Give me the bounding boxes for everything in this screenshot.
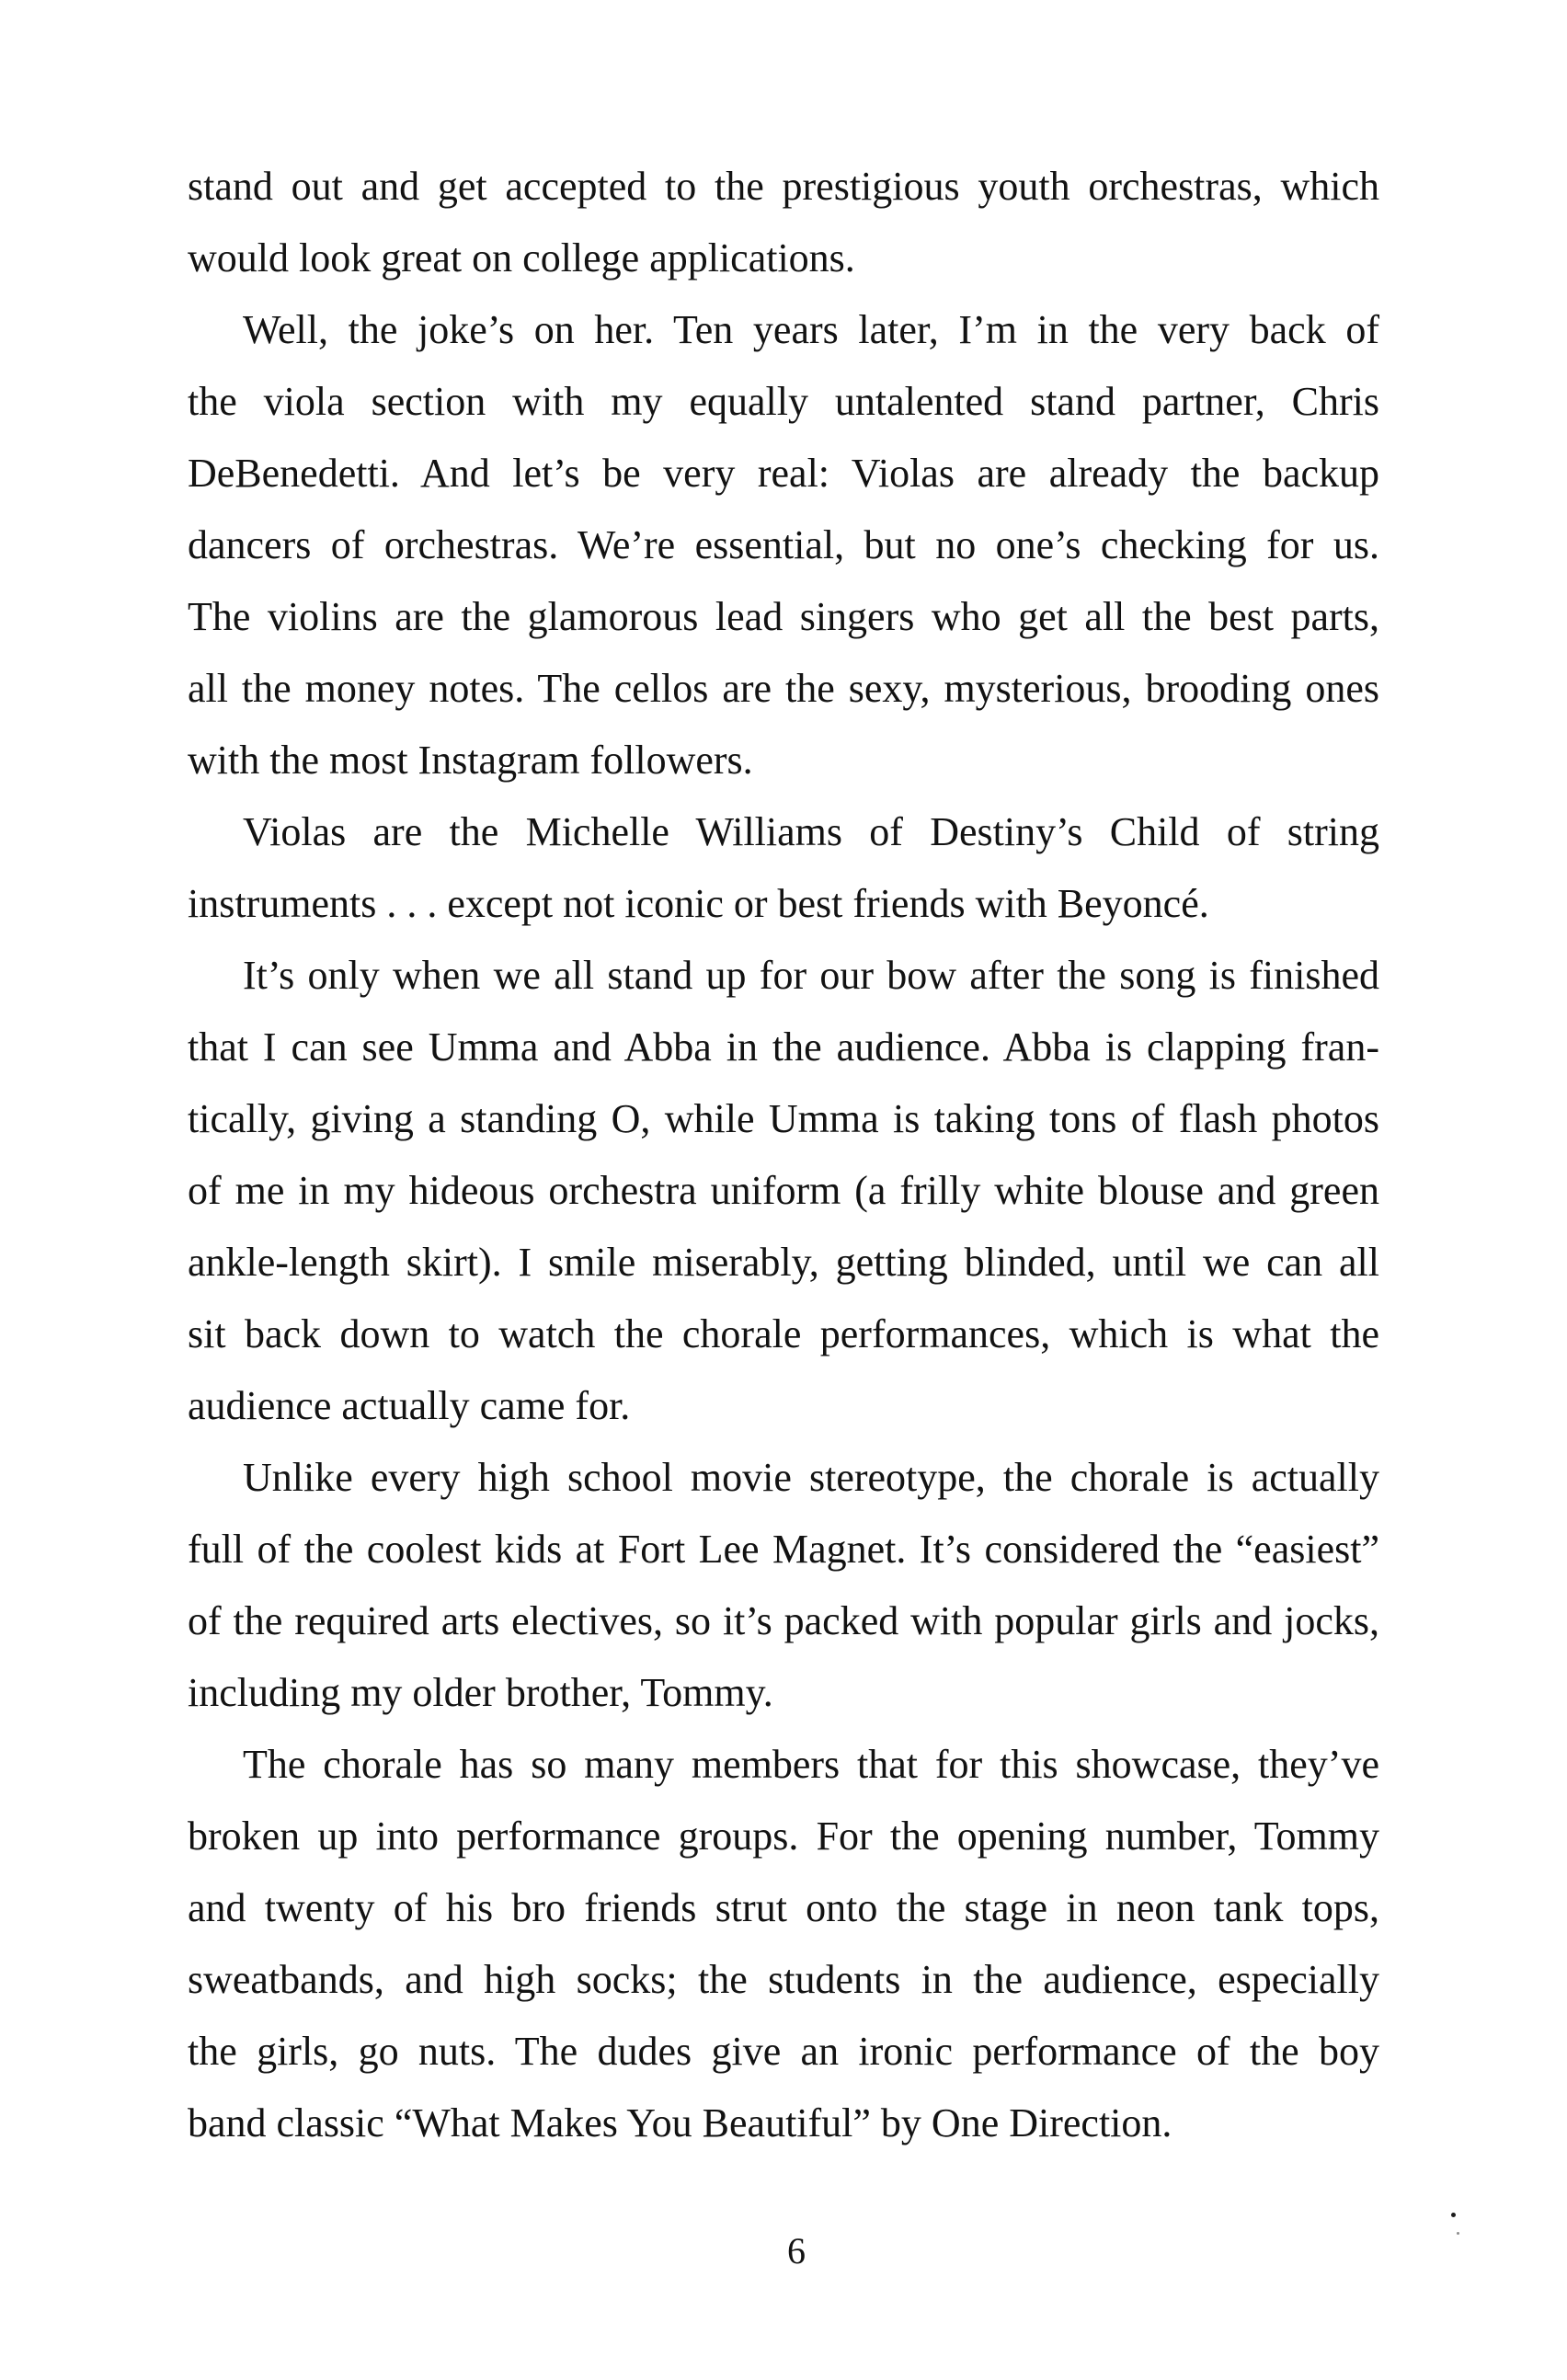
text-line: Well, the joke’s on her. Ten years later, I’m in the very back of (243, 307, 1379, 352)
paragraph (188, 940, 1379, 1442)
text-line: of the required arts electives, so it’s packed with popular girls and jocks, (188, 1598, 1379, 1643)
page-number: 6 (787, 2230, 806, 2271)
text-line: instruments . . . except not iconic or best friends with Beyoncé. (188, 881, 1209, 926)
text-line: It’s only when we all stand up for our bow after the song is finished (243, 953, 1379, 998)
text-line: that I can see Umma and Abba in the audience. Abba is clapping fran- (188, 1024, 1379, 1070)
paragraph (188, 1729, 1379, 2159)
text-line: would look great on college applications. (188, 235, 855, 280)
text-line: ankle-length skirt). I smile miserably, getting blinded, until we can all (188, 1240, 1379, 1285)
text-line: tically, giving a standing O, while Umma is taking tons of flash photos (188, 1096, 1379, 1141)
text-line: The chorale has so many members that for this showcase, they’ve (243, 1742, 1379, 1787)
text-line: Violas are the Michelle Williams of Destiny’s Child of string (243, 809, 1379, 854)
text-line: the girls, go nuts. The dudes give an ironic performance of the boy (188, 2029, 1379, 2074)
scan-speck (1451, 2213, 1456, 2217)
paragraph (188, 151, 1379, 294)
text-line: audience actually came for. (188, 1383, 631, 1428)
text-line: full of the coolest kids at Fort Lee Magnet. It’s considered the “easiest” (188, 1527, 1379, 1572)
text-line: dancers of orchestras. We’re essential, but no one’s checking for us. (188, 522, 1379, 567)
text-line: all the money notes. The cellos are the sexy, mysterious, brooding ones (188, 666, 1379, 711)
text-line: the viola section with my equally untalented stand partner, Chris (188, 379, 1379, 424)
text-line: broken up into performance groups. For the opening number, Tommy (188, 1814, 1379, 1859)
text-line: The violins are the glamorous lead singers who get all the best parts, (188, 594, 1379, 639)
text-line: and twenty of his bro friends strut onto the stage in neon tank tops, (188, 1885, 1379, 1930)
text-line: Unlike every high school movie stereotype, the chorale is actually (243, 1455, 1379, 1500)
paragraph (188, 796, 1379, 940)
text-line: of me in my hideous orchestra uniform (a frilly white blouse and green (188, 1168, 1379, 1213)
scan-speck (1457, 2232, 1459, 2235)
text-line: band classic “What Makes You Beautiful” by One Direction. (188, 2100, 1172, 2145)
text-line: including my older brother, Tommy. (188, 1670, 773, 1715)
paragraph (188, 294, 1379, 796)
text-line: sweatbands, and high socks; the students in the audience, especially (188, 1957, 1379, 2002)
text-block (188, 151, 1379, 2159)
text-line: DeBenedetti. And let’s be very real: Violas are already the backup (188, 451, 1379, 496)
text-line: stand out and get accepted to the prestigious youth orchestras, which (188, 164, 1379, 209)
text-line: with the most Instagram followers. (188, 738, 753, 783)
paragraph (188, 1442, 1379, 1729)
text-line: sit back down to watch the chorale performances, which is what the (188, 1311, 1379, 1356)
